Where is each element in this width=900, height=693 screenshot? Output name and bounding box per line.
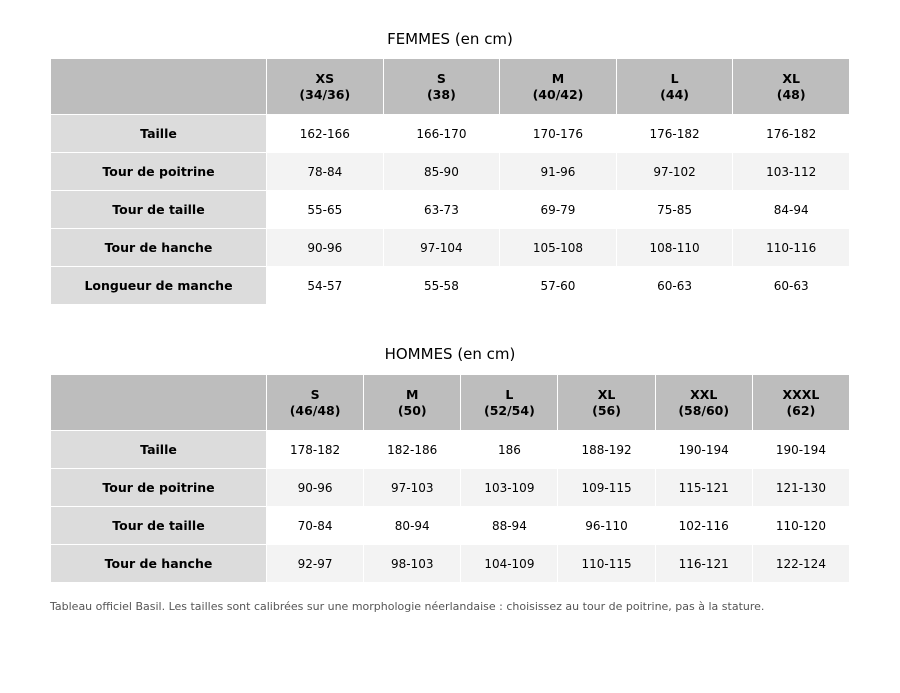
table-cell: 188-192 <box>558 431 655 469</box>
row-label: Tour de poitrine <box>51 153 267 191</box>
table-cell: 186 <box>461 431 558 469</box>
table-cell: 55-65 <box>267 191 384 229</box>
table-cell: 182-186 <box>364 431 461 469</box>
women-size-table <box>50 58 850 305</box>
size-equivalent: (50) <box>397 402 427 418</box>
table-cell: 92-97 <box>267 545 364 583</box>
table-cell: 97-103 <box>364 469 461 507</box>
size-label: L <box>505 386 514 402</box>
row-label: Taille <box>51 115 267 153</box>
table-row <box>51 191 850 229</box>
table-cell: 176-182 <box>733 115 850 153</box>
table-cell: 57-60 <box>500 267 617 305</box>
table-cell: 55-58 <box>383 267 500 305</box>
table-cell: 115-121 <box>655 469 752 507</box>
size-label: XXXL <box>782 386 820 402</box>
size-header-xl <box>733 59 850 115</box>
table-row <box>51 229 850 267</box>
size-equivalent: (34/36) <box>299 86 351 102</box>
table-cell: 190-194 <box>752 431 849 469</box>
row-label: Taille <box>51 431 267 469</box>
table-cell: 84-94 <box>733 191 850 229</box>
size-label: XS <box>315 70 335 86</box>
header-corner-cell <box>51 59 267 115</box>
table-row <box>51 267 850 305</box>
size-header-m <box>364 375 461 431</box>
size-label: S <box>436 70 446 86</box>
table-cell: 105-108 <box>500 229 617 267</box>
table-cell: 91-96 <box>500 153 617 191</box>
size-equivalent: (46/48) <box>289 402 341 418</box>
table-row <box>51 431 850 469</box>
table-cell: 166-170 <box>383 115 500 153</box>
table-row <box>51 469 850 507</box>
size-header-xxxl <box>752 375 849 431</box>
size-header-s <box>267 375 364 431</box>
table-cell: 96-110 <box>558 507 655 545</box>
table-cell: 178-182 <box>267 431 364 469</box>
table-cell: 60-63 <box>733 267 850 305</box>
table-cell: 162-166 <box>267 115 384 153</box>
size-equivalent: (48) <box>776 86 806 102</box>
table-cell: 108-110 <box>616 229 733 267</box>
size-equivalent: (38) <box>426 86 456 102</box>
table-cell: 63-73 <box>383 191 500 229</box>
size-equivalent: (52/54) <box>484 402 535 418</box>
table-cell: 122-124 <box>752 545 849 583</box>
women-table-title: FEMMES (en cm) <box>387 30 513 48</box>
table-cell: 60-63 <box>616 267 733 305</box>
table-cell: 170-176 <box>500 115 617 153</box>
men-table-title: HOMMES (en cm) <box>384 345 516 363</box>
size-label: L <box>670 70 679 86</box>
table-cell: 85-90 <box>383 153 500 191</box>
table-cell: 110-115 <box>558 545 655 583</box>
table-cell: 69-79 <box>500 191 617 229</box>
table-cell: 90-96 <box>267 229 384 267</box>
size-equivalent: (40/42) <box>532 86 584 102</box>
size-label: XXL <box>690 386 718 402</box>
size-label: M <box>406 386 419 402</box>
table-cell: 104-109 <box>461 545 558 583</box>
size-label: M <box>551 70 565 86</box>
size-equivalent: (62) <box>786 402 816 418</box>
table-cell: 102-116 <box>655 507 752 545</box>
table-cell: 98-103 <box>364 545 461 583</box>
table-cell: 88-94 <box>461 507 558 545</box>
table-cell: 70-84 <box>267 507 364 545</box>
size-equivalent: (58/60) <box>678 402 730 418</box>
size-header-xs <box>267 59 384 115</box>
size-header-xl <box>558 375 655 431</box>
table-cell: 78-84 <box>267 153 384 191</box>
header-corner-cell <box>51 375 267 431</box>
table-cell: 97-104 <box>383 229 500 267</box>
table-cell: 121-130 <box>752 469 849 507</box>
size-header-s <box>383 59 500 115</box>
table-cell: 109-115 <box>558 469 655 507</box>
table-cell: 103-112 <box>733 153 850 191</box>
size-header-l <box>461 375 558 431</box>
row-label: Longueur de manche <box>51 267 267 305</box>
table-cell: 190-194 <box>655 431 752 469</box>
table-cell: 116-121 <box>655 545 752 583</box>
table-row <box>51 115 850 153</box>
table-cell: 90-96 <box>267 469 364 507</box>
table-cell: 75-85 <box>616 191 733 229</box>
men-size-table <box>50 374 850 583</box>
footnote: Tableau officiel Basil. Les tailles sont calibrées sur une morphologie néerlandaise : choisissez au tour de poitrine, pas à la stature. <box>50 600 765 613</box>
table-cell: 54-57 <box>267 267 384 305</box>
size-label: XL <box>597 386 616 402</box>
size-label: S <box>310 386 320 402</box>
size-equivalent: (56) <box>592 402 621 418</box>
size-header-xxl <box>655 375 752 431</box>
row-label: Tour de taille <box>51 507 267 545</box>
row-label: Tour de hanche <box>51 545 267 583</box>
size-header-l <box>616 59 733 115</box>
table-cell: 97-102 <box>616 153 733 191</box>
table-cell: 176-182 <box>616 115 733 153</box>
table-row <box>51 545 850 583</box>
table-row <box>51 507 850 545</box>
table-cell: 110-116 <box>733 229 850 267</box>
row-label: Tour de poitrine <box>51 469 267 507</box>
size-label: XL <box>782 70 800 86</box>
table-header-row <box>51 375 850 431</box>
row-label: Tour de hanche <box>51 229 267 267</box>
size-equivalent: (44) <box>660 86 689 102</box>
table-cell: 80-94 <box>364 507 461 545</box>
size-header-m <box>500 59 617 115</box>
table-cell: 103-109 <box>461 469 558 507</box>
table-row <box>51 153 850 191</box>
table-cell: 110-120 <box>752 507 849 545</box>
table-header-row <box>51 59 850 115</box>
row-label: Tour de taille <box>51 191 267 229</box>
